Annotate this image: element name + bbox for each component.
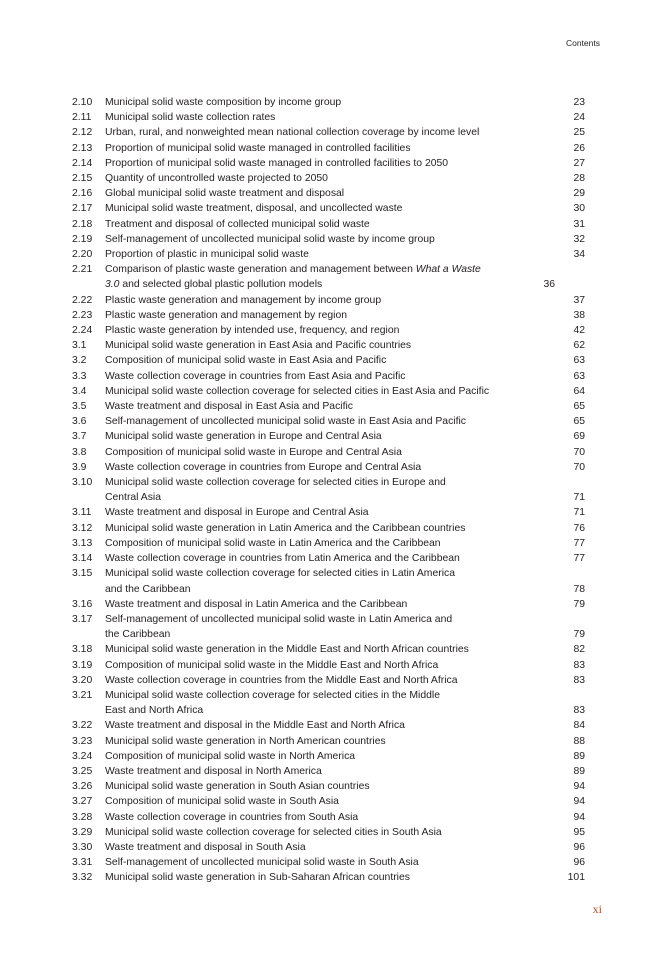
toc-entry-number: 2.17	[72, 203, 93, 215]
toc-entry-page: 71	[573, 492, 585, 504]
toc-entry-number: 3.6	[72, 416, 87, 428]
toc-entry-title	[105, 95, 555, 110]
toc-entry-page: 94	[573, 811, 585, 823]
toc-entry-number: 3.15	[72, 568, 93, 580]
toc-entry-title	[105, 536, 555, 551]
toc-entry-title-text: Waste collection coverage in countries from Europe and Central Asia	[105, 461, 422, 473]
toc-entry-title-text: Plastic waste generation and management by region	[105, 309, 348, 321]
toc-entry-number: 3.25	[72, 765, 93, 777]
toc-entry[interactable]	[72, 612, 585, 642]
toc-entry[interactable]	[72, 338, 585, 353]
toc-entry-number: 3.14	[72, 553, 93, 565]
toc-entry-number: 3.8	[72, 446, 87, 458]
toc-entry-number: 2.18	[72, 218, 93, 230]
toc-entry-page: 95	[573, 826, 585, 838]
toc-entry-title-rest: and selected global plastic pollution models	[119, 279, 323, 291]
toc-entry-page: 96	[573, 857, 585, 869]
toc-entry-page: 63	[573, 370, 585, 382]
toc-entry-title	[105, 201, 555, 216]
toc-entry-number: 2.19	[72, 233, 93, 245]
toc-entry-title-text: Waste collection coverage in countries from South Asia	[105, 811, 359, 823]
toc-entry-title	[105, 384, 555, 399]
toc-entry[interactable]	[72, 293, 585, 308]
toc-entry-title	[105, 171, 555, 186]
toc-entry-number: 3.30	[72, 841, 93, 853]
toc-entry-title-text: Self-management of uncollected municipal solid waste by income group	[105, 233, 435, 245]
toc-entry[interactable]	[72, 825, 585, 840]
toc-entry[interactable]	[72, 794, 585, 809]
toc-entry-title-text: Municipal solid waste treatment, disposal, and uncollected waste	[105, 203, 403, 215]
toc-entry[interactable]	[72, 688, 585, 718]
toc-entry-title	[105, 734, 555, 749]
toc-entry[interactable]	[72, 384, 585, 399]
toc-entry-number: 3.32	[72, 872, 93, 884]
toc-entry-number: 3.16	[72, 598, 93, 610]
toc-entry-title	[105, 353, 555, 368]
toc-entry-title-text: Comparison of plastic waste generation and management between	[105, 264, 416, 276]
toc-entry-title-text: Municipal solid waste collection coverage for selected cities in South Asia	[105, 826, 442, 838]
toc-entry-title-text: Municipal solid waste generation in Sub-Saharan African countries	[105, 872, 410, 884]
toc-entry-page: 78	[573, 583, 585, 595]
toc-entry-title-text: Self-management of uncollected municipal solid waste in East Asia and Pacific	[105, 416, 466, 428]
toc-entry-title	[105, 414, 555, 429]
toc-entry-title	[105, 658, 555, 673]
toc-entry-title-text: Waste collection coverage in countries from the Middle East and North Africa	[105, 674, 458, 686]
toc-entry-page: 26	[573, 142, 585, 154]
toc-entry[interactable]	[72, 156, 585, 171]
toc-entry-title-text: Waste treatment and disposal in the Middle East and North Africa	[105, 720, 405, 732]
toc-entry-title-text: Global municipal solid waste treatment and disposal	[105, 188, 345, 200]
toc-entry[interactable]	[72, 505, 585, 520]
toc-entry-number: 2.20	[72, 249, 93, 261]
toc-entry-page: 24	[573, 112, 585, 124]
toc-entry-title-text: Municipal solid waste collection coverage for selected cities in Latin America	[105, 568, 455, 580]
toc-entry[interactable]	[72, 810, 585, 825]
toc-entry[interactable]	[72, 779, 585, 794]
toc-entry-page: 36	[543, 279, 555, 291]
toc-entry-page: 62	[573, 340, 585, 352]
toc-entry-number: 3.24	[72, 750, 93, 762]
toc-entry[interactable]	[72, 247, 585, 262]
toc-entry-number: 2.23	[72, 309, 93, 321]
toc-entry[interactable]	[72, 125, 585, 140]
toc-entry-number: 2.10	[72, 97, 93, 108]
toc-entry-title	[105, 794, 555, 809]
toc-entry-title	[105, 779, 555, 794]
toc-entry-page: 34	[573, 249, 585, 261]
toc-entry-title	[105, 429, 555, 444]
toc-entry[interactable]	[72, 429, 585, 444]
toc-entry[interactable]	[72, 597, 585, 612]
toc-entry-number: 3.21	[72, 689, 93, 701]
toc-entry-number: 3.1	[72, 340, 87, 352]
page-number: xi	[592, 902, 602, 916]
toc-entry-title-line2: the Caribbean	[105, 629, 171, 641]
toc-entry-title	[105, 293, 555, 308]
toc-entry[interactable]	[72, 232, 585, 247]
toc-entry[interactable]	[72, 855, 585, 870]
toc-entry-number: 3.13	[72, 537, 93, 549]
toc-entry-page: 79	[573, 629, 585, 641]
toc-entry-title	[105, 399, 555, 414]
toc-entry-title-text: Self-management of uncollected municipal solid waste in South Asia	[105, 857, 419, 869]
toc-entry-number: 3.27	[72, 796, 93, 808]
toc-entry-page: 89	[573, 750, 585, 762]
toc-entry-title-text: Municipal solid waste composition by income group	[105, 97, 342, 108]
toc-entry-page: 64	[573, 385, 585, 397]
toc-entry-title-text: Treatment and disposal of collected municipal solid waste	[105, 218, 370, 230]
toc-entry[interactable]	[72, 110, 585, 125]
toc-entry-number: 2.22	[72, 294, 93, 306]
toc-entry-title	[105, 749, 555, 764]
toc-entry-page: 77	[573, 553, 585, 565]
toc-entry-number: 3.22	[72, 720, 93, 732]
toc-entry[interactable]	[72, 460, 585, 475]
toc-entry-title	[105, 445, 555, 460]
toc-entry-title-italic: What a Waste 3.0	[105, 264, 481, 291]
toc-entry[interactable]	[72, 764, 585, 779]
toc-entry-page: 32	[573, 233, 585, 245]
toc-entry-title	[105, 369, 555, 384]
toc-entry[interactable]	[72, 262, 585, 292]
toc-entry-number: 3.17	[72, 613, 93, 625]
toc-entry-title	[105, 156, 555, 171]
toc-entry-page: 70	[573, 446, 585, 458]
toc-entry-title-text: Composition of municipal solid waste in Europe and Central Asia	[105, 446, 402, 458]
toc-entry-number: 2.16	[72, 188, 93, 200]
toc-entry-title	[105, 597, 555, 612]
toc-entry-title-text: Municipal solid waste generation in Europe and Central Asia	[105, 431, 382, 443]
toc-entry-page: 65	[573, 416, 585, 428]
toc-entry-page: 70	[573, 461, 585, 473]
toc-entry-title	[105, 642, 555, 657]
toc-entry-title-text: Waste treatment and disposal in North America	[105, 765, 322, 777]
toc-entry-title	[105, 521, 555, 536]
toc-entry-title-text: Composition of municipal solid waste in South Asia	[105, 796, 339, 808]
toc-entry-title-text: Municipal solid waste generation in North American countries	[105, 735, 386, 747]
toc-entry[interactable]	[72, 870, 585, 885]
toc-entry-number: 3.9	[72, 461, 87, 473]
toc-entry-title	[105, 460, 555, 475]
toc-entry[interactable]	[72, 369, 585, 384]
toc-entry-title-text: Municipal solid waste generation in Latin America and the Caribbean countries	[105, 522, 466, 534]
toc-entry-number: 3.29	[72, 826, 93, 838]
toc-entry-title	[105, 840, 555, 855]
toc-entry-number: 3.10	[72, 477, 93, 489]
toc-entry-title-text: Proportion of plastic in municipal solid waste	[105, 249, 309, 261]
toc-entry[interactable]	[72, 414, 585, 429]
toc-entry-page: 42	[573, 325, 585, 337]
toc-entry-title-text: Waste treatment and disposal in East Asia and Pacific	[105, 401, 353, 413]
toc-entry-title	[105, 141, 555, 156]
toc-entry-title-text: Waste treatment and disposal in Latin America and the Caribbean	[105, 598, 408, 610]
toc-entry-title-text: Plastic waste generation and management by income group	[105, 294, 382, 306]
toc-entry-title	[105, 764, 555, 779]
toc-entry[interactable]	[72, 399, 585, 414]
toc-entry[interactable]	[72, 475, 585, 505]
toc-entry-title-text: Waste treatment and disposal in South Asia	[105, 841, 306, 853]
toc-entry-title	[105, 125, 555, 140]
toc-entry-page: 28	[573, 173, 585, 185]
toc-entry-number: 2.13	[72, 142, 93, 154]
toc-entry-number: 3.31	[72, 857, 93, 869]
toc-entry-title-text: Municipal solid waste collection rates	[105, 112, 276, 124]
toc-entry-page: 94	[573, 781, 585, 793]
toc-entry-page: 69	[573, 431, 585, 443]
toc-entry-page: 82	[573, 644, 585, 656]
toc-entry-title-text: Municipal solid waste collection coverage for selected cities in Europe and	[105, 477, 446, 489]
toc-entry-number: 2.12	[72, 127, 93, 139]
toc-entry-number: 2.21	[72, 264, 93, 276]
toc-entry-title	[105, 673, 555, 688]
toc-entry[interactable]	[72, 734, 585, 749]
toc-entry-title-text: Municipal solid waste generation in South Asian countries	[105, 781, 370, 793]
toc-entry-page: 79	[573, 598, 585, 610]
toc-entry-number: 3.12	[72, 522, 93, 534]
toc-entry-title-text: Waste collection coverage in countries from Latin America and the Caribbean	[105, 553, 460, 565]
toc-entry-page: 83	[573, 659, 585, 671]
toc-entry-number: 2.11	[72, 112, 92, 124]
toc-entry-title	[105, 855, 555, 870]
toc-entry-title	[105, 338, 555, 353]
toc-entry-title	[105, 232, 555, 247]
toc-entry-number: 2.15	[72, 173, 93, 185]
toc-entry[interactable]	[72, 445, 585, 460]
toc-entry-title-text: Plastic waste generation by intended use, frequency, and region	[105, 325, 400, 337]
toc-entry-title-line2: Central Asia	[105, 492, 162, 504]
toc-entry-title-text: Proportion of municipal solid waste managed in controlled facilities	[105, 142, 411, 154]
toc-entry-number: 2.14	[72, 157, 93, 169]
toc-entry-title-text: Composition of municipal solid waste in Latin America and the Caribbean	[105, 537, 441, 549]
toc-entry[interactable]	[72, 171, 585, 186]
toc-entry-page: 94	[573, 796, 585, 808]
toc-entry[interactable]	[72, 749, 585, 764]
toc-entry-page: 89	[573, 765, 585, 777]
toc-entry-page: 76	[573, 522, 585, 534]
toc-entry-number: 3.23	[72, 735, 93, 747]
toc-entry-title	[105, 247, 555, 262]
toc-entry-page: 65	[573, 401, 585, 413]
toc-entry-title	[105, 718, 555, 733]
toc-entry-page: 27	[573, 157, 585, 169]
toc-entry-title-text: Proportion of municipal solid waste managed in controlled facilities to 2050	[105, 157, 449, 169]
toc-entry-title-text: Composition of municipal solid waste in the Middle East and North Africa	[105, 659, 439, 671]
toc-entry-title-line2: East and North Africa	[105, 705, 204, 717]
toc-entry-title	[105, 308, 555, 323]
toc-entry-title-text: Self-management of uncollected municipal solid waste in Latin America and	[105, 613, 453, 625]
toc-entry-page: 83	[573, 705, 585, 717]
toc-entry-title	[105, 566, 555, 596]
toc-entry-title	[105, 323, 555, 338]
toc-entry-page: 96	[573, 841, 585, 853]
toc-entry-title	[105, 612, 555, 642]
toc-entry[interactable]	[72, 840, 585, 855]
toc-entry-page: 71	[573, 507, 585, 519]
toc-entry-page: 83	[573, 674, 585, 686]
toc-entry-number: 2.24	[72, 325, 93, 337]
toc-entry-page: 101	[567, 872, 585, 884]
toc-entry-number: 3.11	[72, 507, 92, 519]
table-of-contents	[72, 95, 585, 886]
toc-entry-title-text: Composition of municipal solid waste in East Asia and Pacific	[105, 355, 387, 367]
toc-entry-title	[105, 810, 555, 825]
toc-entry-number: 3.7	[72, 431, 87, 443]
toc-entry-title	[105, 110, 555, 125]
toc-entry-page: 23	[573, 97, 585, 108]
toc-entry-title	[105, 688, 555, 718]
toc-entry-title-text: Waste collection coverage in countries from East Asia and Pacific	[105, 370, 406, 382]
toc-entry[interactable]	[72, 566, 585, 596]
toc-entry-title-text: Composition of municipal solid waste in North America	[105, 750, 356, 762]
toc-entry-page: 31	[573, 218, 585, 230]
toc-entry[interactable]	[72, 201, 585, 216]
toc-entry-page: 37	[573, 294, 585, 306]
toc-entry-number: 3.19	[72, 659, 93, 671]
toc-entry-title-text: Waste treatment and disposal in Europe and Central Asia	[105, 507, 369, 519]
toc-entry[interactable]	[72, 521, 585, 536]
toc-entry[interactable]	[72, 718, 585, 733]
toc-entry-title	[105, 475, 555, 505]
toc-entry-title	[105, 551, 555, 566]
toc-entry-title-text: Municipal solid waste generation in the Middle East and North African countries	[105, 644, 469, 656]
toc-entry[interactable]	[72, 551, 585, 566]
toc-entry-title	[105, 870, 555, 885]
toc-entry[interactable]	[72, 658, 585, 673]
toc-entry-page: 30	[573, 203, 585, 215]
toc-entry-title-line2: and the Caribbean	[105, 583, 191, 595]
toc-entry[interactable]	[72, 642, 585, 657]
toc-entry-title-text: Municipal solid waste generation in East Asia and Pacific countries	[105, 340, 412, 352]
toc-entry-number: 3.5	[72, 401, 87, 413]
toc-entry-number: 3.28	[72, 811, 93, 823]
toc-entry-title-text: Municipal solid waste collection coverage for selected cities in East Asia and Pacific	[105, 385, 490, 397]
toc-entry[interactable]	[72, 673, 585, 688]
toc-entry-page: 84	[573, 720, 585, 732]
toc-entry-number: 3.20	[72, 674, 93, 686]
toc-entry-title	[105, 825, 555, 840]
toc-entry[interactable]	[72, 308, 585, 323]
toc-entry-number: 3.3	[72, 370, 87, 382]
toc-entry-title	[105, 217, 555, 232]
toc-entry-page: 38	[573, 309, 585, 321]
toc-entry-number: 3.4	[72, 385, 87, 397]
toc-entry-title	[105, 262, 525, 292]
toc-entry[interactable]	[72, 186, 585, 201]
toc-entry[interactable]	[72, 217, 585, 232]
toc-entry-number: 3.26	[72, 781, 93, 793]
toc-entry-page: 29	[573, 188, 585, 200]
toc-entry[interactable]	[72, 353, 585, 368]
running-head: Contents	[565, 38, 600, 48]
toc-entry-page: 63	[573, 355, 585, 367]
toc-entry-page: 77	[573, 537, 585, 549]
toc-entry[interactable]	[72, 323, 585, 338]
toc-entry-title-text: Quantity of uncontrolled waste projected to 2050	[105, 173, 328, 185]
toc-entry-page: 25	[573, 127, 585, 139]
toc-entry-page: 88	[573, 735, 585, 747]
toc-entry-number: 3.2	[72, 355, 87, 367]
toc-entry-number: 3.18	[72, 644, 93, 656]
toc-entry-title-text: Municipal solid waste collection coverage for selected cities in the Middle	[105, 689, 440, 701]
toc-entry[interactable]	[72, 536, 585, 551]
toc-entry-title	[105, 186, 555, 201]
toc-entry-title	[105, 505, 555, 520]
toc-entry[interactable]	[72, 95, 585, 110]
toc-entry[interactable]	[72, 141, 585, 156]
toc-entry-title-text: Urban, rural, and nonweighted mean national collection coverage by income level	[105, 127, 480, 139]
